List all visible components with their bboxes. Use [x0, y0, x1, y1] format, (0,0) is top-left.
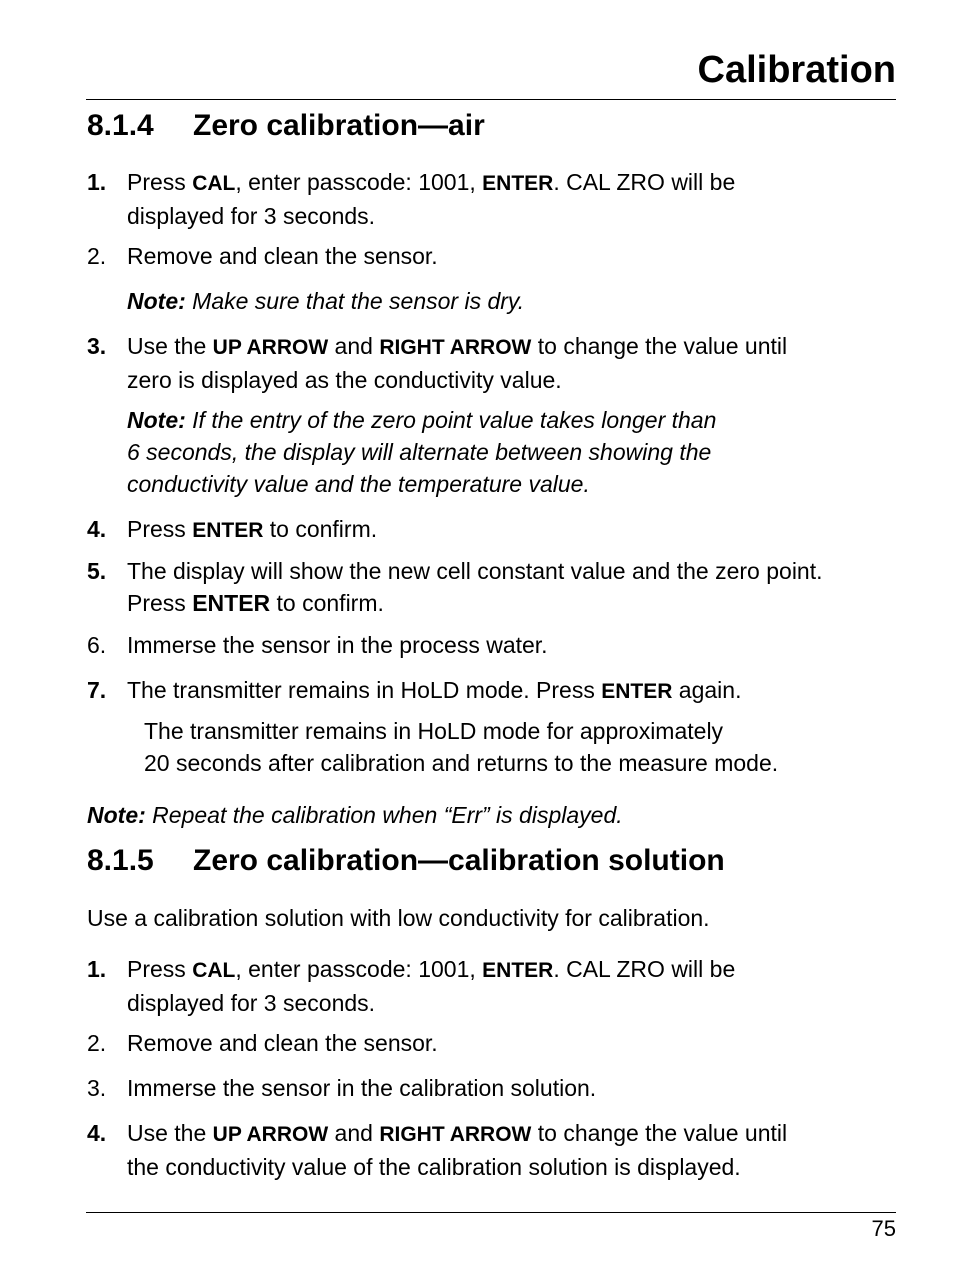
- text-line: The display will show the new cell constant value and the zero point.: [127, 558, 823, 584]
- section-title: Zero calibration—calibration solution: [193, 844, 725, 877]
- text-line: the conductivity value of the calibration solution is displayed.: [127, 1154, 741, 1180]
- key-up-arrow: UP ARROW: [212, 1123, 329, 1146]
- step-number: 3.: [87, 333, 107, 359]
- key-enter: ENTER: [192, 590, 271, 616]
- text-run: Press: [127, 956, 193, 982]
- text-run: , enter passcode: 1001,: [235, 169, 483, 195]
- key-right-arrow: RIGHT ARROW: [379, 336, 532, 359]
- step-text: [127, 166, 902, 232]
- text-run: Press: [127, 590, 193, 616]
- text-line: zero is displayed as the conductivity value.: [127, 367, 562, 393]
- note-text: 6 seconds, the display will alternate between showing the: [127, 439, 712, 465]
- footer-rule: [86, 1212, 896, 1213]
- section-number: 8.1.5: [87, 844, 154, 877]
- step-7-result: [144, 715, 904, 779]
- note-text: Repeat the calibration when “Err” is displayed.: [145, 802, 623, 828]
- key-cal: CAL: [192, 172, 236, 195]
- text-run: and: [328, 1120, 380, 1146]
- text-run: to confirm.: [263, 516, 378, 542]
- step-number: 3.: [87, 1075, 107, 1101]
- chapter-title: Calibration: [697, 49, 896, 91]
- key-cal: CAL: [192, 959, 236, 982]
- text-run: The transmitter remains in HoLD mode. Press: [127, 677, 602, 703]
- text-run: . CAL ZRO will be: [553, 169, 736, 195]
- text-line: displayed for 3 seconds.: [127, 203, 376, 229]
- step-number: 7.: [87, 677, 107, 703]
- section-heading-8-1-5: [87, 842, 725, 880]
- text-run: to change the value until: [531, 1120, 788, 1146]
- section-title: Zero calibration—air: [193, 109, 485, 142]
- text-run: Use the: [127, 1120, 213, 1146]
- text-run: to confirm.: [270, 590, 384, 616]
- key-enter: ENTER: [601, 680, 673, 703]
- text-run: to change the value until: [531, 333, 788, 359]
- section-intro: Use a calibration solution with low conductivity for calibration.: [87, 905, 710, 931]
- note-text: Make sure that the sensor is dry.: [185, 288, 525, 314]
- step-text: [127, 1117, 902, 1183]
- step-number: 6.: [87, 632, 107, 658]
- note-label: Note:: [127, 288, 186, 314]
- note-text: If the entry of the zero point value takes longer than: [185, 407, 717, 433]
- section-heading-8-1-4: [87, 107, 485, 145]
- key-enter: ENTER: [482, 959, 554, 982]
- note-sensor-dry: [127, 285, 902, 317]
- text-run: Press: [127, 516, 193, 542]
- text-run: again.: [672, 677, 742, 703]
- note-text: conductivity value and the temperature value.: [127, 471, 590, 497]
- key-enter: ENTER: [482, 172, 554, 195]
- step-text: [127, 513, 902, 547]
- text-run: , enter passcode: 1001,: [235, 956, 483, 982]
- text-run: and: [328, 333, 380, 359]
- note-repeat-calibration: [87, 799, 862, 831]
- key-right-arrow: RIGHT ARROW: [379, 1123, 532, 1146]
- text-run: Use the: [127, 333, 213, 359]
- note-label: Note:: [127, 407, 186, 433]
- section-number: 8.1.4: [87, 109, 154, 142]
- step-number: 1.: [87, 169, 107, 195]
- step-text: Immerse the sensor in the calibration solution.: [127, 1075, 597, 1101]
- step-text: [127, 953, 902, 1019]
- step-text: Remove and clean the sensor.: [127, 1030, 438, 1056]
- step-text: [127, 330, 902, 396]
- step-text: [127, 674, 902, 708]
- text-run: Press: [127, 169, 193, 195]
- step-number: 4.: [87, 516, 107, 542]
- text-line: displayed for 3 seconds.: [127, 990, 376, 1016]
- step-number: 2.: [87, 243, 107, 269]
- step-number: 1.: [87, 956, 107, 982]
- page-number: 75: [871, 1216, 896, 1241]
- step-number: 4.: [87, 1120, 107, 1146]
- result-text: The transmitter remains in HoLD mode for approximately: [144, 718, 724, 744]
- step-number: 5.: [87, 558, 107, 584]
- header-rule: [86, 99, 896, 100]
- step-number: 2.: [87, 1030, 107, 1056]
- step-text: Immerse the sensor in the process water.: [127, 632, 548, 658]
- note-zero-point-timeout: [127, 404, 902, 500]
- key-up-arrow: UP ARROW: [212, 336, 329, 359]
- step-text: Remove and clean the sensor.: [127, 243, 438, 269]
- result-text: 20 seconds after calibration and returns to the measure mode.: [144, 750, 779, 776]
- key-enter: ENTER: [192, 519, 264, 542]
- note-label: Note:: [87, 802, 146, 828]
- text-run: . CAL ZRO will be: [553, 956, 736, 982]
- step-text: [127, 555, 902, 619]
